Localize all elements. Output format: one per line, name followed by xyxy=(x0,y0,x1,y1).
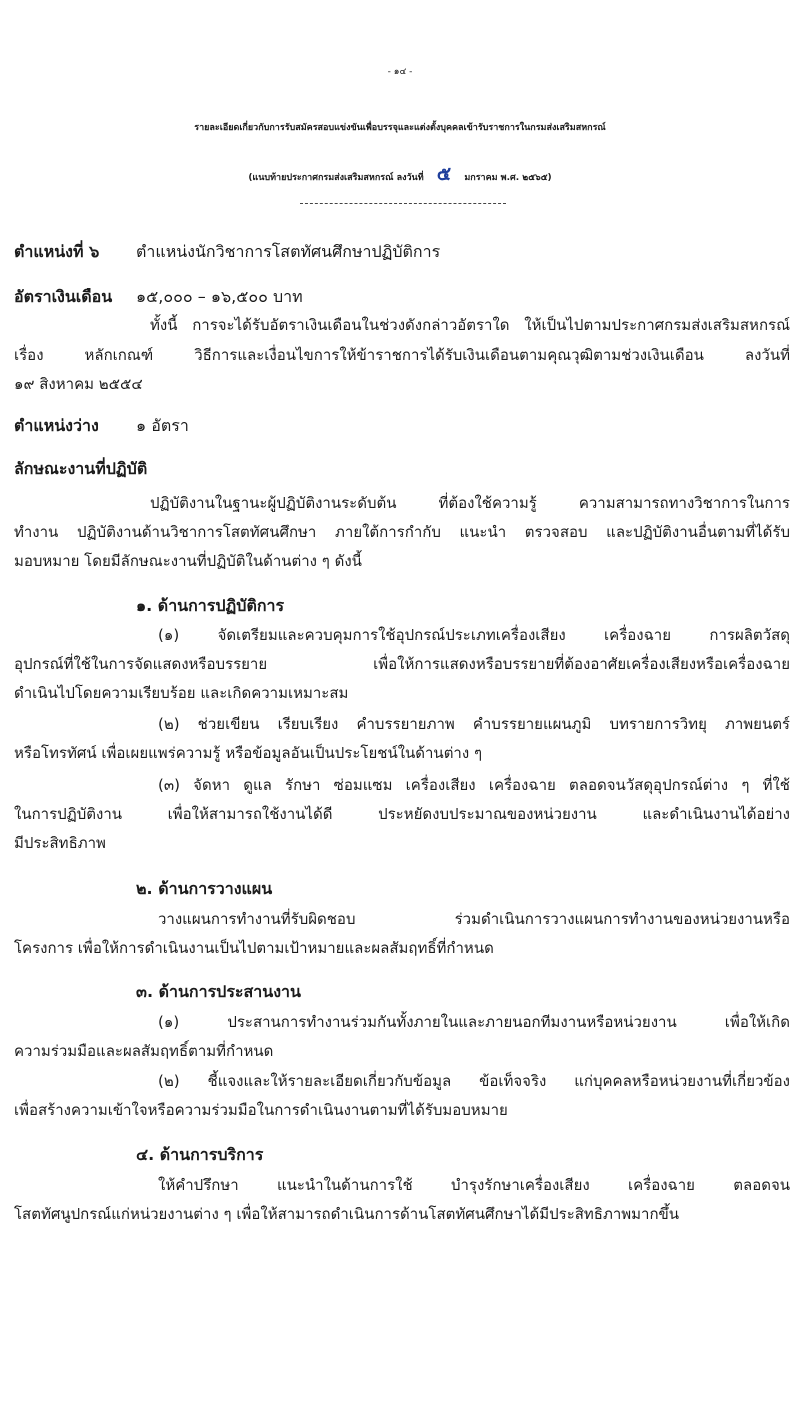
vacancy-value: ๑ อัตรา xyxy=(136,416,189,435)
paragraph-line: (๒) ชี้แจงและให้รายละเอียดเกี่ยวกับข้อมูล ข้อเท็จจริง แก่บุคคลหรือหน่วยงานที่เกี่ยวข้อง xyxy=(158,1072,790,1090)
paragraph-line: (๑) ประสานการทำงานร่วมกันทั้งภายในและภายนอกทีมงานหรือหน่วยงาน เพื่อให้เกิด xyxy=(158,1013,790,1031)
paragraph-line: อุปกรณ์ที่ใช้ในการจัดแสดงหรือบรรยาย เพื่อให้การแสดงหรือบรรยายที่ต้องอาศัยเครื่องเสียงหรือเครื่องฉาย xyxy=(14,655,790,673)
duties-intro-line: มอบหมาย โดยมีลักษณะงานที่ปฏิบัติในด้านต่าง ๆ ดังนี้ xyxy=(14,552,362,570)
subtitle-suffix: มกราคม พ.ศ. ๒๕๖๕) xyxy=(464,173,552,183)
title-divider xyxy=(300,203,506,204)
duties-intro-line: ปฏิบัติงานในฐานะผู้ปฏิบัติงานระดับต้น ที่ต้องใช้ความรู้ ความสามารถทางวิชาการในการ xyxy=(150,494,790,512)
section-heading: ๔. ด้านการบริการ xyxy=(136,1145,264,1164)
paragraph-line: โสตทัศนูปกรณ์แก่หน่วยงานต่าง ๆ เพื่อให้สามารถดำเนินการด้านโสตทัศนศึกษาได้มีประสิทธิภาพมากขึ้น xyxy=(14,1205,680,1223)
position-value: ตำแหน่งนักวิชาการโสตทัศนศึกษาปฏิบัติการ xyxy=(136,242,441,261)
duties-intro-line: ทำงาน ปฏิบัติงานด้านวิชาการโสตทัศนศึกษา ภายใต้การกำกับ แนะนำ ตรวจสอบ และปฏิบัติงานอื่นตามที่ได้รับ xyxy=(14,523,790,541)
salary-note-line: เรื่อง หลักเกณฑ์ วิธีการและเงื่อนไขการให้ข้าราชการได้รับเงินเดือนตามคุณวุฒิตามช่วงเงินเดือน ลงวันที่ xyxy=(14,346,790,364)
salary-note-line: ทั้งนี้ การจะได้รับอัตราเงินเดือนในช่วงดังกล่าวอัตราใด ให้เป็นไปตามประกาศกรมส่งเสริมสหกรณ์ xyxy=(150,316,790,334)
section-heading: ๒. ด้านการวางแผน xyxy=(136,879,273,898)
paragraph-line: ในการปฏิบัติงาน เพื่อให้สามารถใช้งานได้ดี ประหยัดงบประมาณของหน่วยงาน และดำเนินงานได้อย่าง xyxy=(14,805,790,823)
salary-label: อัตราเงินเดือน xyxy=(14,287,113,306)
paragraph-line: ให้คำปรึกษา แนะนำในด้านการใช้ บำรุงรักษาเครื่องเสียง เครื่องฉาย ตลอดจน xyxy=(158,1176,790,1194)
document-subtitle xyxy=(0,159,800,189)
paragraph-line: เพื่อสร้างความเข้าใจหรือความร่วมมือในการดำเนินงานตามที่ได้รับมอบหมาย xyxy=(14,1101,508,1119)
paragraph-line: วางแผนการทำงานที่รับผิดชอบ ร่วมดำเนินการวางแผนการทำงานของหน่วยงานหรือ xyxy=(158,910,790,928)
paragraph-line: (๑) จัดเตรียมและควบคุมการใช้อุปกรณ์ประเภทเครื่องเสียง เครื่องฉาย การผลิตวัสดุ xyxy=(158,626,790,644)
paragraph-line: ดำเนินไปโดยความเรียบร้อย และเกิดความเหมาะสม xyxy=(14,684,349,702)
paragraph-line: ความร่วมมือและผลสัมฤทธิ์ตามที่กำหนด xyxy=(14,1042,274,1060)
subtitle-prefix: (แนบท้ายประกาศกรมส่งเสริมสหกรณ์ ลงวันที่ xyxy=(248,173,424,183)
paragraph-line: มีประสิทธิภาพ xyxy=(14,834,106,852)
paragraph-line: โครงการ เพื่อให้การดำเนินงานเป็นไปตามเป้าหมายและผลสัมฤทธิ์ที่กำหนด xyxy=(14,939,494,957)
page-number: - ๑๔ - xyxy=(387,67,413,77)
subtitle-day: ๕ xyxy=(436,163,452,185)
paragraph-line: (๓) จัดหา ดูแล รักษา ซ่อมแซม เครื่องเสียง เครื่องฉาย ตลอดจนวัสดุอุปกรณ์ต่าง ๆ ที่ใช้ xyxy=(158,776,790,794)
section-heading: ๓. ด้านการประสานงาน xyxy=(136,982,301,1001)
document-title: รายละเอียดเกี่ยวกับการรับสมัครสอบแข่งขันเพื่อบรรจุและแต่งตั้งบุคคลเข้ารับราชการในกรมส่งเสริมสหกรณ์ xyxy=(194,123,606,133)
salary-value: ๑๕,๐๐๐ – ๑๖,๕๐๐ บาท xyxy=(136,287,303,306)
position-label: ตำแหน่งที่ ๖ xyxy=(14,242,100,261)
salary-note-line: ๑๙ สิงหาคม ๒๕๕๔ xyxy=(14,375,143,393)
vacancy-label: ตำแหน่งว่าง xyxy=(14,416,99,435)
duties-heading: ลักษณะงานที่ปฏิบัติ xyxy=(14,459,148,478)
paragraph-line: หรือโทรทัศน์ เพื่อเผยแพร่ความรู้ หรือข้อมูลอันเป็นประโยชน์ในด้านต่าง ๆ xyxy=(14,744,483,762)
paragraph-line: (๒) ช่วยเขียน เรียบเรียง คำบรรยายภาพ คำบรรยายแผนภูมิ บทรายการวิทยุ ภาพยนตร์ xyxy=(158,715,790,733)
section-heading: ๑. ด้านการปฏิบัติการ xyxy=(136,596,285,615)
